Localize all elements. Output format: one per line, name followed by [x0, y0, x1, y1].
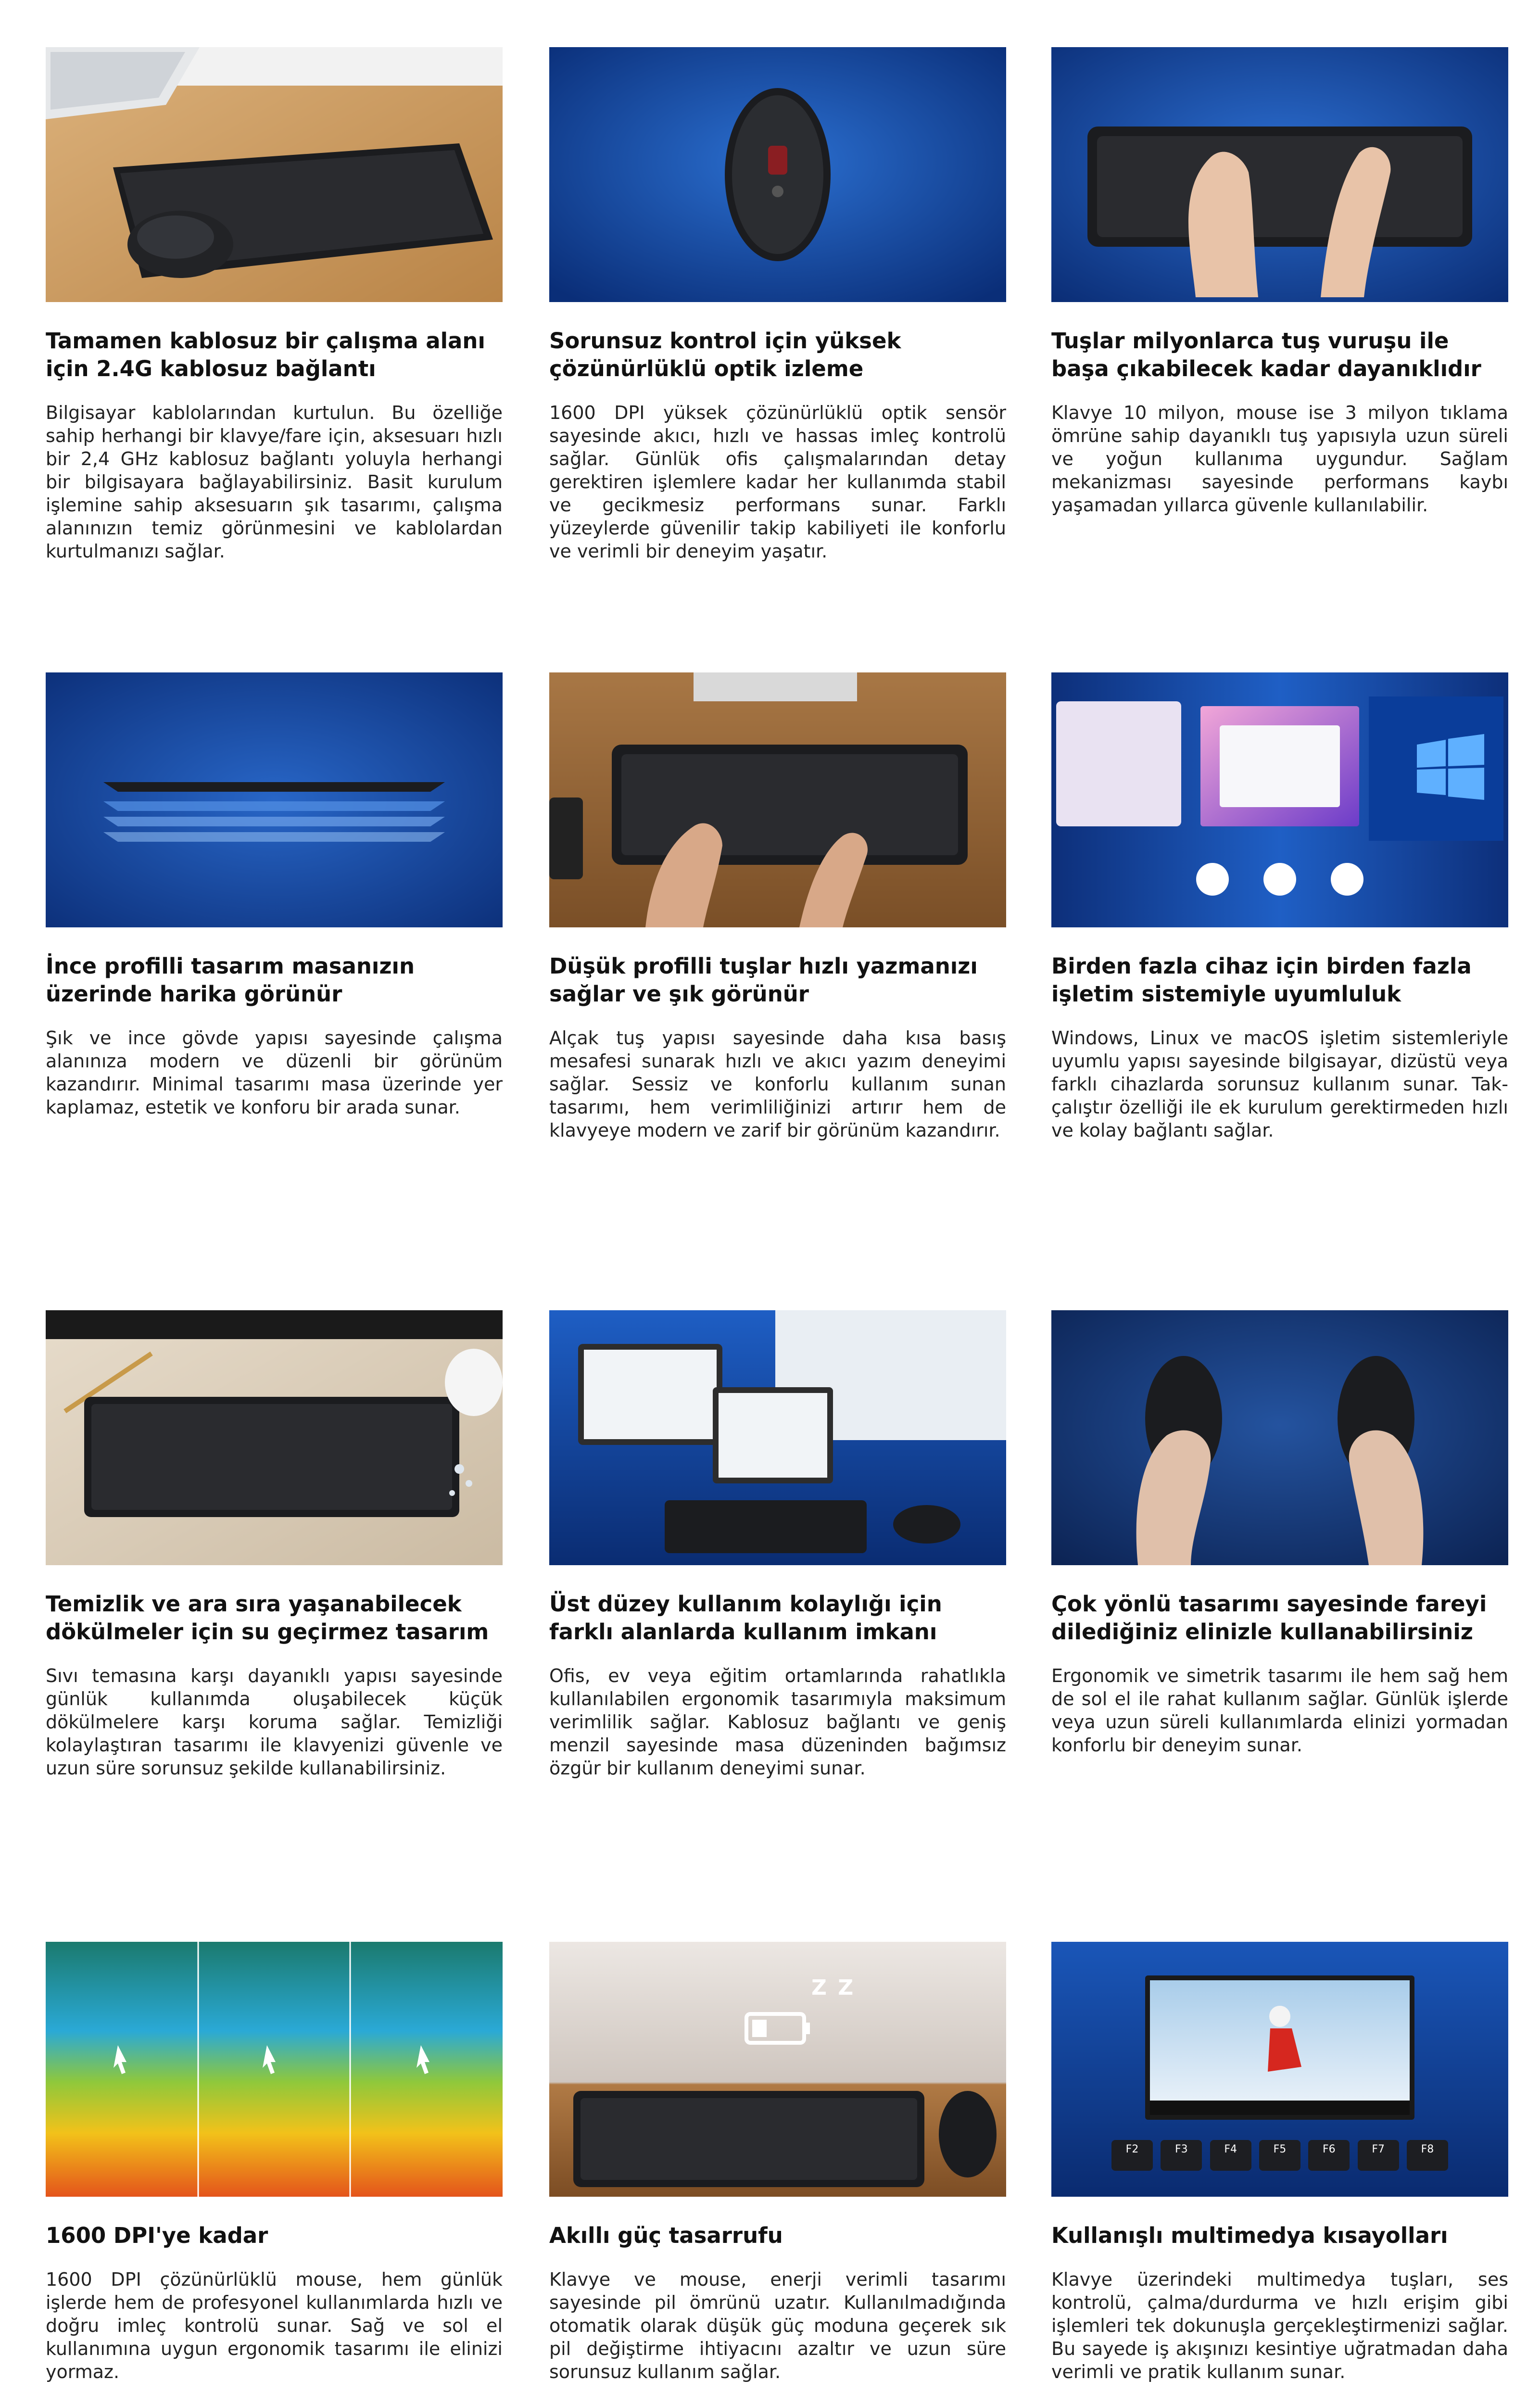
feature-description: Ofis, ev veya eğitim ortamlarında rahatlıkla kullanılabilen ergonomik tasarımıyla maksimum verimlilik sağlar. Kablosuz bağlantı ve geniş menzil sayesinde masa düzeninden bağımsız özgür bir kullanım deneyimi sunar.	[549, 1665, 1006, 1779]
feature-description: Bilgisayar kablolarından kurtulun. Bu özelliğe sahip herhangi bir klavye/fare için, aksesuarı hızlı bir 2,4 GHz kablosuz bağlantı yoluyla herhangi bir bilgisayara bağlayabilirsiniz. Basit kurulum işlemine sahip aksesuarın şık tasarımı, çalışma alanınızın temiz görünmesini ve kablolardan kurtulmanızı sağlar.	[46, 402, 503, 562]
feature-image	[1051, 1942, 1508, 2197]
feature-image	[46, 672, 503, 927]
feature-card-multimedia	[1051, 1942, 1508, 2383]
feature-description: 1600 DPI yüksek çözünürlüklü optik sensör sayesinde akıcı, hızlı ve hassas imleç kontrolü sağlar. Günlük ofis çalışmalarından detay gerektiren işlemlere kadar her kullanımda stabil ve gecikmesiz performans sunar. Farklı yüzeylerde güvenilir takip kabiliyeti ile konforlu ve verimli bir deneyim yaşatır.	[549, 402, 1006, 562]
feature-description: Sıvı temasına karşı dayanıklı yapısı sayesinde günlük kullanımda oluşabilecek küçük dökülmelere karşı koruma sağlar. Temizliği kolaylaştıran tasarımı ile klavyenizi güvenle ve uzun süre sorunsuz şekilde kullanabilirsiniz.	[46, 1665, 503, 1779]
feature-image	[1051, 672, 1508, 927]
feature-title: Sorunsuz kontrol için yüksek çözünürlüklü optik izleme	[549, 328, 901, 381]
feature-card-optical	[549, 47, 1006, 563]
feature-card-slim	[46, 672, 503, 1119]
feature-title: Tamamen kablosuz bir çalışma alanı için 2.4G kablosuz bağlantı	[46, 328, 485, 381]
sleep-indicator: Z Z	[811, 1975, 856, 2000]
feature-title: Akıllı güç tasarrufu	[549, 2223, 783, 2248]
office-setup-devices-icon	[549, 1310, 1006, 1565]
feature-description: Alçak tuş yapısı sayesinde daha kısa basış mesafesi sunarak hızlı ve akıcı yazım deneyimi sağlar. Sessiz ve konforlu kullanım sunan tasarımı, hem verimliliğinizi artırır hem de klavyeye modern ve zarif bir görünüm kazandırır.	[549, 1027, 1006, 1141]
feature-card-multios	[1051, 672, 1508, 1142]
feature-card-durable	[1051, 47, 1508, 517]
keyboard-water-drops-icon	[46, 1310, 503, 1565]
fkey-f7: F7	[1358, 2140, 1399, 2171]
fkey-f6: F6	[1308, 2140, 1350, 2171]
feature-title: Temizlik ve ara sıra yaşanabilecek dökülmeler için su geçirmez tasarım	[46, 1591, 489, 1645]
feature-card-power	[549, 1942, 1006, 2383]
feature-title: Çok yönlü tasarımı sayesinde fareyi dilediğiniz elinizle kullanabilirsiniz	[1051, 1591, 1487, 1645]
feature-card-usability	[549, 1310, 1006, 1780]
feature-image	[1051, 1310, 1508, 1565]
battery-sleep-icon	[549, 1942, 1006, 2197]
feature-title: Üst düzey kullanım kolaylığı için farklı alanlarda kullanım imkanı	[549, 1591, 942, 1645]
feature-card-dpi	[46, 1942, 503, 2383]
feature-title: 1600 DPI'ye kadar	[46, 2223, 268, 2248]
feature-description: 1600 DPI çözünürlüklü mouse, hem günlük işlerde hem de profesyonel kullanımlarda hızlı ve doğru imleç kontrolü sunar. Sağ ve sol el kullanımına uygun ergonomik tasarımı ile elinizi yormaz.	[46, 2269, 503, 2382]
fkey-f5: F5	[1259, 2140, 1300, 2171]
feature-card-wireless	[46, 47, 503, 563]
feature-image	[46, 1310, 503, 1565]
feature-title: Tuşlar milyonlarca tuş vuruşu ile başa çıkabilecek kadar dayanıklıdır	[1051, 328, 1481, 381]
typing-keyboard-wood-icon	[549, 672, 1006, 927]
feature-description: Klavye üzerindeki multimedya tuşları, ses kontrolü, çalma/durdurma ve hızlı erişim gibi işlemleri tek dokunuşla gerçekleştirmenizi sağlar. Bu sayede iş akışınızı kesintiye uğratmadan daha verimli ve pratik kullanım sunar.	[1051, 2269, 1508, 2382]
feature-card-lowprofile	[549, 672, 1006, 1142]
feature-image	[46, 47, 503, 302]
feature-image	[549, 672, 1006, 927]
feature-description: Şık ve ince gövde yapısı sayesinde çalışma alanınıza modern ve düzenli bir görünüm kazandırır. Minimal tasarımı masa üzerinde yer kaplamaz, estetik ve konforu bir arada sunar.	[46, 1027, 503, 1118]
feature-title: Birden fazla cihaz için birden fazla işletim sistemiyle uyumluluk	[1051, 953, 1472, 1007]
parrot-feathers-dpi-icon	[46, 1942, 503, 2197]
feature-image	[549, 1942, 1006, 2197]
feature-title: Düşük profilli tuşlar hızlı yazmanızı sağlar ve şık görünür	[549, 953, 978, 1007]
keyboard-laptop-desk-icon	[46, 47, 503, 302]
feature-image	[549, 47, 1006, 302]
feature-card-waterproof	[46, 1310, 503, 1780]
feature-description: Klavye ve mouse, enerji verimli tasarımı sayesinde pil ömrünü uzatır. Kullanılmadığında otomatik olarak düşük güç moduna geçerek sık pil değiştirme ihtiyacını azaltır ve uzun süre sorunsuz kullanım sağlar.	[549, 2269, 1006, 2382]
two-hands-mice-icon	[1051, 1310, 1508, 1565]
feature-image	[1051, 47, 1508, 302]
fkey-f4: F4	[1210, 2140, 1251, 2171]
hands-on-keyboard-icon	[1051, 47, 1508, 302]
feature-image	[549, 1310, 1006, 1565]
feature-description: Klavye 10 milyon, mouse ise 3 milyon tıklama ömrüne sahip dayanıklı tuş yapısıyla uzun süreli ve yoğun kullanıma uygundur. Sağlam mekanizması sayesinde performans kaybı yaşamadan yıllarca güvenle kullanılabilir.	[1051, 402, 1508, 516]
mouse-optical-sensor-icon	[549, 47, 1006, 302]
feature-card-ambidextrous	[1051, 1310, 1508, 1757]
feature-title: İnce profilli tasarım masanızın üzerinde harika görünür	[46, 953, 415, 1007]
feature-description: Ergonomik ve simetrik tasarımı ile hem sağ hem de sol el ile rahat kullanım sağlar. Günlük işlerde veya uzun süreli kullanımlarda elinizi yormadan konforlu bir deneyim sunar.	[1051, 1665, 1508, 1756]
fkey-f3: F3	[1161, 2140, 1202, 2171]
slim-keyboard-layers-icon	[46, 672, 503, 927]
fkey-f2: F2	[1111, 2140, 1153, 2171]
multi-os-screens-icon	[1051, 672, 1508, 927]
feature-description: Windows, Linux ve macOS işletim sistemleriyle uyumlu yapısı sayesinde bilgisayar, dizüstü veya farklı cihazlarda sorunsuz kullanım sunar. Tak-çalıştır özelliği ile ek kurulum gerektirmeden hızlı ve kolay bağlantı sağlar.	[1051, 1027, 1508, 1141]
feature-image	[46, 1942, 503, 2197]
feature-title: Kullanışlı multimedya kısayolları	[1051, 2223, 1448, 2248]
fkey-row	[1111, 2140, 1448, 2171]
fkey-f8: F8	[1407, 2140, 1448, 2171]
